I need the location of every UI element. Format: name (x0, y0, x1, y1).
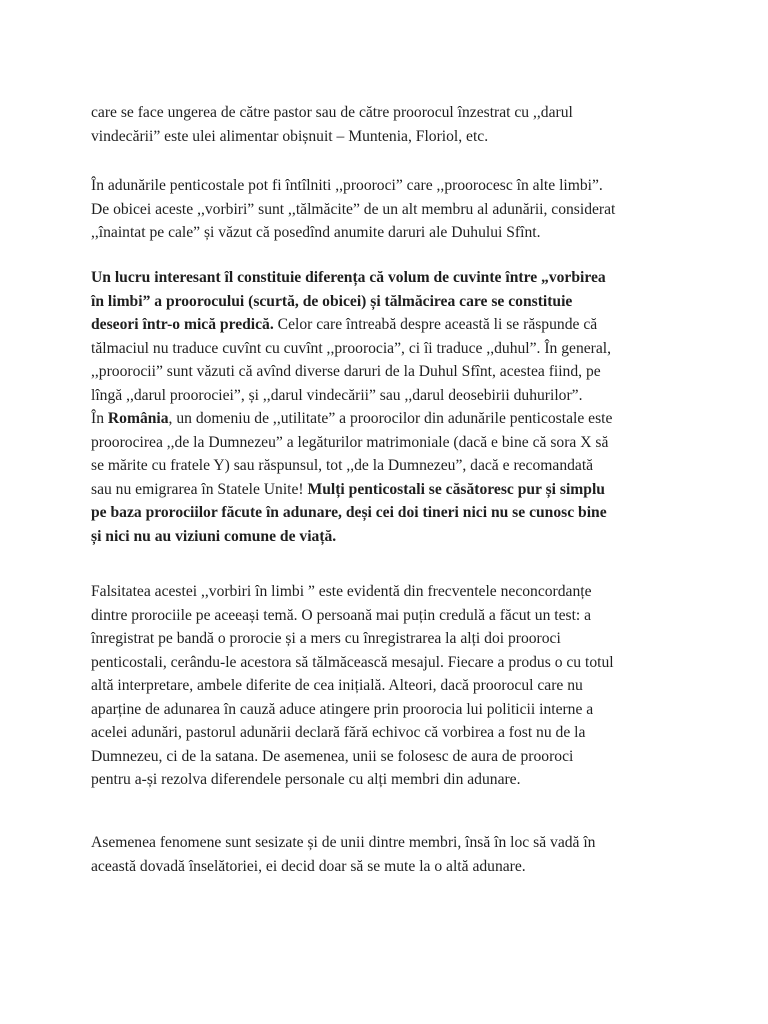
bold-text: pe baza prorociilor făcute în adunare, deși cei doi tineri nici nu se cunosc bine (91, 504, 607, 521)
bold-text: în limbi” a proorocului (scurtă, de obicei) și tălmăcirea care se constituie (91, 292, 573, 310)
body-text: sau nu emigrarea în Statele Unite! (91, 480, 308, 498)
text-line (91, 454, 691, 478)
text-line (91, 337, 691, 361)
text-line (91, 580, 691, 604)
text-line (91, 674, 691, 698)
text-line (91, 627, 691, 651)
body-text: Falsitatea acestei ,,vorbiri în limbi ” este evidentă din frecventele neconcordanțe (91, 583, 592, 600)
text-line (91, 478, 691, 502)
bold-text: deseori într-o mică predică. (91, 316, 274, 333)
text-line (91, 651, 691, 675)
text-line (91, 384, 691, 408)
text-line (91, 125, 691, 149)
text-line (91, 174, 691, 198)
text-line (91, 266, 691, 290)
text-line (91, 313, 691, 337)
text-line (91, 768, 691, 792)
text-line (91, 431, 691, 455)
body-text: ,,înaintat pe cale” și văzut că posedînd anumite daruri ale Duhului Sfînt. (91, 224, 541, 241)
text-line (91, 360, 691, 384)
text-line (91, 290, 691, 314)
body-text: această dovadă înselătoriei, ei decid doar să se mute la o altă adunare. (91, 857, 526, 875)
body-text: care se face ungerea de către pastor sau de către proorocul înzestrat cu ,,darul (91, 104, 573, 121)
body-text: pentru a-și rezolva diferendele personale cu alți membri din adunare. (91, 771, 521, 788)
text-line (91, 855, 691, 879)
text-line (91, 101, 691, 125)
text-line (91, 221, 691, 245)
text-line (91, 604, 691, 628)
body-text: se mărite cu fratele Y) sau răspunsul, tot ,,de la Dumnezeu”, dacă e recomandată (91, 457, 594, 474)
body-text: , un domeniu de ,,utilitate” a proorocilor din adunările penticostale este (168, 410, 613, 427)
body-text: altă interpretare, ambele diferite de cea inițială. Alteori, dacă proorocul care nu (91, 677, 583, 694)
body-text: Dumnezeu, ci de la satana. De asemenea, unii se folosesc de aura de prooroci (91, 747, 574, 765)
paragraph-5 (91, 831, 691, 878)
paragraph-4 (91, 580, 691, 792)
text-line (91, 407, 691, 431)
bold-text: România (107, 410, 169, 427)
bold-text: Mulți penticostali se căsătoresc pur și simplu (307, 480, 605, 498)
text-line (91, 745, 691, 769)
paragraph-3 (91, 266, 691, 548)
body-text: dintre prorociile pe aceeași temă. O persoană mai puțin credulă a făcut un test: a (91, 606, 592, 624)
body-text: penticostali, cerându-le acestora să tălmăcească mesajul. Fiecare a produs o cu totul (91, 653, 614, 671)
body-text: Asemenea fenomene sunt sesizate și de unii dintre membri, însă în loc să vadă în (91, 834, 596, 851)
body-text: În (91, 410, 108, 427)
body-text: Celor care întreabă despre această li se răspunde că (273, 316, 598, 333)
paragraph-1 (91, 101, 691, 148)
text-line (91, 698, 691, 722)
text-line (91, 721, 691, 745)
text-line (91, 831, 691, 855)
body-text: lîngă ,,darul proorociei”, și ,,darul vindecării” sau ,,darul deosebirii duhurilor”. (91, 386, 583, 404)
text-line (91, 525, 691, 549)
body-text: acelei adunări, pastorul adunării declară fără echivoc că vorbirea a fost nu de la (91, 724, 586, 741)
body-text: De obicei aceste ,,vorbiri” sunt ,,tălmăcite” de un alt membru al adunării, considerat (91, 200, 616, 218)
text-line (91, 198, 691, 222)
body-text: ,,proorocii” sunt văzuti că avînd diverse daruri de la Duhul Sfînt, acestea fiind, pe (91, 363, 601, 380)
text-line (91, 501, 691, 525)
body-text: vindecării” este ulei alimentar obișnuit – Muntenia, Floriol, etc. (91, 127, 489, 145)
paragraph-2 (91, 174, 691, 245)
bold-text: și nici nu au viziuni comune de viață. (91, 527, 337, 545)
body-text: În adunările penticostale pot fi întîlniti ,,prooroci” care ,,proorocesc în alte limbi”. (91, 177, 603, 194)
body-text: aparține de adunarea în cauză aduce atingere prin proorocia lui politicii interne a (91, 700, 594, 718)
body-text: înregistrat pe bandă o prorocie și a mers cu înregistrarea la alți doi prooroci (91, 630, 561, 647)
bold-text: Un lucru interesant îl constituie diferența că volum de cuvinte între „vorbirea (91, 269, 606, 286)
body-text: tălmaciul nu traduce cuvînt cu cuvînt ,,proorocia”, ci îi traduce ,,duhul”. În general, (91, 339, 612, 357)
body-text: proorocirea ,,de la Dumnezeu” a legăturilor matrimoniale (dacă e bine că sora X să (91, 433, 609, 451)
